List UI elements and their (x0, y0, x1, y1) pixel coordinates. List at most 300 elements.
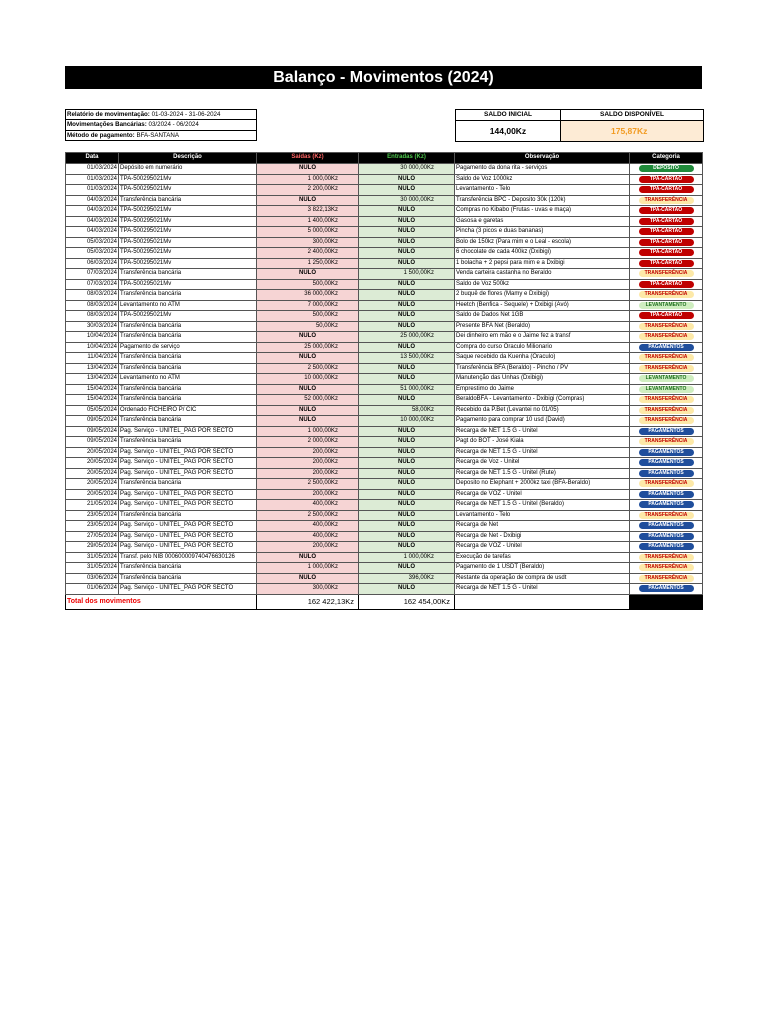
cell-inflow: NULO (359, 342, 455, 353)
cell-category (630, 206, 703, 217)
cell-date: 23/05/2024 (66, 510, 119, 521)
category-badge: TPA-CARTAO (639, 239, 694, 246)
page-title: Balanço - Movimentos (2024) (65, 66, 702, 89)
bank-movements-line (66, 120, 256, 130)
cell-date: 09/05/2024 (66, 426, 119, 437)
cell-observation: Recarga de NET 1.5 G - Unitel (Rute) (455, 468, 630, 479)
cell-inflow: NULO (359, 216, 455, 227)
cell-inflow: NULO (359, 584, 455, 595)
cell-category (630, 321, 703, 332)
cell-outflow: 300,00Kz (257, 584, 359, 595)
cell-observation: Saldo de Voz 500kz (455, 279, 630, 290)
cell-date: 01/03/2024 (66, 164, 119, 175)
total-outflows: 162 422,13Kz (257, 594, 359, 609)
cell-date: 09/05/2024 (66, 416, 119, 427)
cell-outflow: 200,00Kz (257, 542, 359, 553)
cell-date: 11/04/2024 (66, 353, 119, 364)
cell-category (630, 248, 703, 259)
cell-inflow: NULO (359, 489, 455, 500)
cell-category (630, 521, 703, 532)
table-row (66, 458, 703, 469)
table-row (66, 342, 703, 353)
cell-outflow: 3 822,13Kz (257, 206, 359, 217)
table-row (66, 174, 703, 185)
initial-balance-label: SALDO INICIAL (456, 110, 561, 120)
table-row (66, 279, 703, 290)
cell-observation: Restante da operação de compra de usdt (455, 573, 630, 584)
cell-inflow: NULO (359, 363, 455, 374)
cell-date: 27/05/2024 (66, 531, 119, 542)
cell-inflow: 1 000,00Kz (359, 552, 455, 563)
cell-category (630, 227, 703, 238)
cell-outflow: NULO (257, 552, 359, 563)
table-row (66, 542, 703, 553)
cell-observation: Emprestimo do Jaime (455, 384, 630, 395)
cell-description: Pag. Serviço - UNITEL_PAG POR SECTO (119, 542, 257, 553)
cell-observation: Recebido da P.Bet (Levantei no 01/05) (455, 405, 630, 416)
cell-observation: 1 bolacha + 2 pepsi para mim e a Dxibigi (455, 258, 630, 269)
cell-outflow: NULO (257, 573, 359, 584)
cell-outflow: 10 000,00Kz (257, 374, 359, 385)
cell-observation: Venda carteira castanha no Beraldo (455, 269, 630, 280)
cell-outflow: 200,00Kz (257, 458, 359, 469)
table-row (66, 300, 703, 311)
cell-observation: Heetch (Benfica - Sequele) + Dxibigi (Avó) (455, 300, 630, 311)
cell-description: Transferência bancária (119, 416, 257, 427)
cell-observation: Deposito no Elephant + 2000kz taxi (BFA-Beraldo) (455, 479, 630, 490)
cell-inflow: NULO (359, 374, 455, 385)
table-row (66, 206, 703, 217)
category-badge: DEPOSITO (639, 165, 694, 172)
cell-inflow: NULO (359, 479, 455, 490)
cell-category (630, 185, 703, 196)
cell-category (630, 216, 703, 227)
category-badge: PAGAMENTOS (639, 501, 694, 508)
category-badge: TRANSFERÊNCIA (639, 512, 694, 519)
cell-date: 20/05/2024 (66, 458, 119, 469)
cell-outflow: 1 000,00Kz (257, 426, 359, 437)
category-badge: TRANSFERÊNCIA (639, 291, 694, 298)
cell-category (630, 395, 703, 406)
cell-inflow: NULO (359, 279, 455, 290)
cell-outflow: 1 000,00Kz (257, 174, 359, 185)
cell-inflow: NULO (359, 458, 455, 469)
cell-category (630, 374, 703, 385)
cell-description: Transferência bancária (119, 479, 257, 490)
cell-outflow: NULO (257, 405, 359, 416)
category-badge: PAGAMENTOS (639, 543, 694, 550)
cell-inflow: 10 000,00Kz (359, 416, 455, 427)
cell-observation: Pincha (3 picos e duas bananas) (455, 227, 630, 238)
cell-outflow: 2 500,00Kz (257, 479, 359, 490)
total-inflows: 162 454,00Kz (359, 594, 455, 609)
cell-description: TPA-500295021Mv (119, 258, 257, 269)
table-row (66, 311, 703, 322)
cell-description: Transferência bancária (119, 437, 257, 448)
cell-category (630, 563, 703, 574)
table-row (66, 258, 703, 269)
table-row (66, 216, 703, 227)
total-row (66, 594, 703, 609)
cell-outflow: NULO (257, 353, 359, 364)
cell-date: 01/03/2024 (66, 185, 119, 196)
cell-inflow: NULO (359, 542, 455, 553)
category-badge: PAGAMENTOS (639, 459, 694, 466)
header-inflows: Entradas (Kz) (359, 153, 455, 164)
category-badge: PAGAMENTOS (639, 449, 694, 456)
table-row (66, 416, 703, 427)
cell-category (630, 447, 703, 458)
cell-inflow: NULO (359, 258, 455, 269)
cell-category (630, 269, 703, 280)
cell-outflow: 2 400,00Kz (257, 248, 359, 259)
cell-inflow: NULO (359, 531, 455, 542)
cell-category (630, 174, 703, 185)
cell-date: 04/03/2024 (66, 216, 119, 227)
cell-category (630, 384, 703, 395)
cell-description: Transferência bancária (119, 321, 257, 332)
category-badge: TRANSFERÊNCIA (639, 438, 694, 445)
cell-description: Levantamento no ATM (119, 300, 257, 311)
table-row (66, 510, 703, 521)
cell-category (630, 437, 703, 448)
table-row (66, 363, 703, 374)
cell-description: Pag. Serviço - UNITEL_PAG POR SECTO (119, 489, 257, 500)
category-badge: TPA-CARTAO (639, 176, 694, 183)
cell-date: 04/03/2024 (66, 195, 119, 206)
table-row (66, 468, 703, 479)
bank-movements-value: 03/2024 - 06/2024 (148, 121, 199, 129)
cell-category (630, 311, 703, 322)
cell-inflow: 30 000,00Kz (359, 164, 455, 175)
cell-outflow: 52 000,00Kz (257, 395, 359, 406)
cell-date: 10/04/2024 (66, 332, 119, 343)
cell-outflow: 500,00Kz (257, 311, 359, 322)
cell-observation: Saldo de Dados Net 1GB (455, 311, 630, 322)
cell-observation: Transferência BPC - Deposito 30k (120k) (455, 195, 630, 206)
category-badge: TRANSFERÊNCIA (639, 270, 694, 277)
cell-description: Transferência bancária (119, 353, 257, 364)
cell-date: 13/04/2024 (66, 363, 119, 374)
cell-date: 20/05/2024 (66, 447, 119, 458)
cell-inflow: NULO (359, 290, 455, 301)
cell-inflow: NULO (359, 510, 455, 521)
table-row (66, 269, 703, 280)
category-badge: LEVANTAMENTO (639, 302, 694, 309)
category-badge: LEVANTAMENTO (639, 386, 694, 393)
table-row (66, 500, 703, 511)
cell-inflow: 25 000,00Kz (359, 332, 455, 343)
category-badge: TRANSFERÊNCIA (639, 333, 694, 340)
category-badge: PAGAMENTOS (639, 533, 694, 540)
category-badge: TRANSFERÊNCIA (639, 417, 694, 424)
table-row (66, 237, 703, 248)
category-badge: TRANSFERÊNCIA (639, 564, 694, 571)
cell-description: Pag. Serviço - UNITEL_PAG POR SECTO (119, 468, 257, 479)
table-row (66, 290, 703, 301)
cell-outflow: 25 000,00Kz (257, 342, 359, 353)
cell-description: Pag. Serviço - UNITEL_PAG POR SECTO (119, 426, 257, 437)
category-badge: PAGAMENTOS (639, 491, 694, 498)
cell-inflow: NULO (359, 395, 455, 406)
report-period-value: 01-03-2024 - 31-06-2024 (151, 111, 221, 118)
cell-description: Transferência bancária (119, 573, 257, 584)
table-row (66, 185, 703, 196)
cell-inflow: 58,00Kz (359, 405, 455, 416)
cell-date: 03/06/2024 (66, 573, 119, 584)
cell-date: 13/04/2024 (66, 374, 119, 385)
cell-outflow: 500,00Kz (257, 279, 359, 290)
cell-outflow: NULO (257, 164, 359, 175)
category-badge: TPA-CARTAO (639, 218, 694, 225)
header-outflows: Saídas (Kz) (257, 153, 359, 164)
cell-category (630, 332, 703, 343)
cell-category (630, 416, 703, 427)
cell-inflow: 51 000,00Kz (359, 384, 455, 395)
cell-observation: Presente BFA Net (Beraldo) (455, 321, 630, 332)
table-row (66, 531, 703, 542)
table-row (66, 437, 703, 448)
table-body (66, 164, 703, 595)
cell-description: TPA-500295021Mv (119, 311, 257, 322)
cell-outflow: 400,00Kz (257, 500, 359, 511)
cell-observation: Manutenção das Unhas (Dxibigi) (455, 374, 630, 385)
cell-category (630, 458, 703, 469)
cell-observation: Execução de tarefas (455, 552, 630, 563)
cell-outflow: 50,00Kz (257, 321, 359, 332)
cell-outflow: 400,00Kz (257, 531, 359, 542)
cell-description: Ordenado FICHEIRO P/ CIC (119, 405, 257, 416)
table-row (66, 479, 703, 490)
cell-category (630, 479, 703, 490)
cell-description: Pag. Serviço - UNITEL_PAG POR SECTO (119, 584, 257, 595)
cell-category (630, 290, 703, 301)
cell-description: Transferência bancária (119, 510, 257, 521)
available-balance-value: 175,87Kz (561, 121, 703, 141)
cell-observation: Transferência BFA (Beraldo) - Pincho / PV (455, 363, 630, 374)
category-badge: PAGAMENTOS (639, 428, 694, 435)
category-badge: TPA-CARTAO (639, 186, 694, 193)
cell-category (630, 300, 703, 311)
cell-description: Pagamento de serviço (119, 342, 257, 353)
cell-description: TPA-500295021Mv (119, 174, 257, 185)
cell-observation: Pagamento de 1 USDT (Beraldo) (455, 563, 630, 574)
cell-inflow: 396,00Kz (359, 573, 455, 584)
cell-date: 23/05/2024 (66, 521, 119, 532)
cell-observation: Recarga de VOZ - Unitel (455, 542, 630, 553)
cell-outflow: 7 000,00Kz (257, 300, 359, 311)
report-period-label: Relatório de movimentação: (67, 111, 150, 118)
cell-observation: Compra do curso Oraculo Milionario (455, 342, 630, 353)
cell-observation: Gasosa e garetas (455, 216, 630, 227)
cell-date: 08/03/2024 (66, 290, 119, 301)
category-badge: TRANSFERÊNCIA (639, 554, 694, 561)
cell-date: 31/05/2024 (66, 552, 119, 563)
cell-inflow: NULO (359, 500, 455, 511)
table-row (66, 321, 703, 332)
cell-date: 21/05/2024 (66, 500, 119, 511)
cell-description: TPA-500295021Mv (119, 206, 257, 217)
table-row (66, 552, 703, 563)
cell-observation: Compras no Kibabo (Frutas - uvas e maça) (455, 206, 630, 217)
header-category: Categoria (630, 153, 703, 164)
cell-outflow: 1 000,00Kz (257, 563, 359, 574)
cell-description: Transferência bancária (119, 195, 257, 206)
category-badge: TRANSFERÊNCIA (639, 396, 694, 403)
category-badge: TRANSFERÊNCIA (639, 365, 694, 372)
total-label: Total dos movimentos (66, 594, 257, 609)
cell-category (630, 489, 703, 500)
category-badge: PAGAMENTOS (639, 470, 694, 477)
header-date: Data (66, 153, 119, 164)
cell-description: Pag. Serviço - UNITEL_PAG POR SECTO (119, 500, 257, 511)
cell-observation: BeraldoBFA - Levantamento - Dxibigi (Compras) (455, 395, 630, 406)
table-row (66, 248, 703, 259)
cell-category (630, 195, 703, 206)
cell-outflow: 200,00Kz (257, 468, 359, 479)
category-badge: PAGAMENTOS (639, 585, 694, 592)
cell-inflow: 13 500,00Kz (359, 353, 455, 364)
table-row (66, 405, 703, 416)
category-badge: LEVANTAMENTO (639, 375, 694, 382)
table-row (66, 563, 703, 574)
cell-description: Pag. Serviço - UNITEL_PAG POR SECTO (119, 521, 257, 532)
cell-outflow: 2 500,00Kz (257, 510, 359, 521)
cell-inflow: NULO (359, 321, 455, 332)
cell-inflow: NULO (359, 563, 455, 574)
cell-description: Transferência bancária (119, 269, 257, 280)
cell-date: 05/05/2024 (66, 405, 119, 416)
cell-observation: Levantamento - Telo (455, 510, 630, 521)
cell-outflow: 200,00Kz (257, 489, 359, 500)
cell-inflow: NULO (359, 248, 455, 259)
cell-date: 20/05/2024 (66, 489, 119, 500)
cell-date: 01/03/2024 (66, 174, 119, 185)
cell-observation: Saque recebido da Kuenha (Oraculo) (455, 353, 630, 364)
cell-inflow: 30 000,00Kz (359, 195, 455, 206)
cell-inflow: NULO (359, 206, 455, 217)
cell-inflow: NULO (359, 300, 455, 311)
cell-description: Transferência bancária (119, 395, 257, 406)
initial-balance-value: 144,00Kz (456, 121, 561, 141)
table-row (66, 521, 703, 532)
cell-category (630, 584, 703, 595)
cell-date: 04/03/2024 (66, 206, 119, 217)
cell-observation: Saldo de Voz 1000kz (455, 174, 630, 185)
cell-description: TPA-500295021Mv (119, 227, 257, 238)
cell-outflow: 36 000,00Kz (257, 290, 359, 301)
cell-date: 09/05/2024 (66, 437, 119, 448)
cell-inflow: NULO (359, 237, 455, 248)
cell-inflow: NULO (359, 227, 455, 238)
cell-description: TPA-500295021Mv (119, 279, 257, 290)
cell-date: 04/03/2024 (66, 227, 119, 238)
category-badge: TRANSFERÊNCIA (639, 323, 694, 330)
cell-inflow: NULO (359, 468, 455, 479)
cell-description: TPA-500295021Mv (119, 216, 257, 227)
cell-observation: 2 buquê de flores (Mamy e Dxibigi) (455, 290, 630, 301)
cell-category (630, 405, 703, 416)
cell-description: Pag. Serviço - UNITEL_PAG POR SECTO (119, 447, 257, 458)
cell-observation: Dei dinheiro em mão e o Jaime fez a transf (455, 332, 630, 343)
cell-outflow: 1 400,00Kz (257, 216, 359, 227)
category-badge: TPA-CARTAO (639, 312, 694, 319)
cell-category (630, 237, 703, 248)
cell-description: Pag. Serviço - UNITEL_PAG POR SECTO (119, 531, 257, 542)
cell-description: Transferência bancária (119, 290, 257, 301)
cell-inflow: NULO (359, 521, 455, 532)
cell-inflow: NULO (359, 174, 455, 185)
cell-inflow: NULO (359, 185, 455, 196)
cell-category (630, 164, 703, 175)
category-badge: TRANSFERÊNCIA (639, 197, 694, 204)
cell-description: Transferência bancária (119, 363, 257, 374)
cell-category (630, 353, 703, 364)
cell-category (630, 573, 703, 584)
cell-date: 10/04/2024 (66, 342, 119, 353)
cell-date: 31/05/2024 (66, 563, 119, 574)
cell-observation: Levantamento - Telo (455, 185, 630, 196)
table-row (66, 426, 703, 437)
category-badge: TPA-CARTAO (639, 260, 694, 267)
category-badge: PAGAMENTOS (639, 522, 694, 529)
table-row (66, 384, 703, 395)
category-badge: TRANSFERÊNCIA (639, 480, 694, 487)
cell-description: TPA-500295021Mv (119, 248, 257, 259)
cell-observation: Pagamento da dona rita - serviços (455, 164, 630, 175)
cell-category (630, 510, 703, 521)
cell-date: 01/06/2024 (66, 584, 119, 595)
table-row (66, 573, 703, 584)
header-description: Descrição (119, 153, 257, 164)
table-row (66, 489, 703, 500)
cell-outflow: 2 200,00Kz (257, 185, 359, 196)
cell-outflow: 1 250,00Kz (257, 258, 359, 269)
cell-outflow: 2 500,00Kz (257, 363, 359, 374)
cell-category (630, 258, 703, 269)
cell-observation: Recarga de Net - Dxibigi (455, 531, 630, 542)
balance-box (455, 109, 704, 142)
table-row (66, 395, 703, 406)
cell-description: Transferência bancária (119, 563, 257, 574)
cell-date: 20/05/2024 (66, 468, 119, 479)
cell-date: 30/03/2024 (66, 321, 119, 332)
cell-category (630, 468, 703, 479)
category-badge: TRANSFERÊNCIA (639, 354, 694, 361)
cell-description: TPA-500295021Mv (119, 185, 257, 196)
cell-observation: Pagt do BOT - José Kiala (455, 437, 630, 448)
cell-date: 08/03/2024 (66, 300, 119, 311)
cell-date: 07/03/2024 (66, 279, 119, 290)
cell-category (630, 279, 703, 290)
cell-description: Levantamento no ATM (119, 374, 257, 385)
cell-date: 07/03/2024 (66, 269, 119, 280)
category-badge: TPA-CARTAO (639, 281, 694, 288)
category-badge: PAGAMENTOS (639, 344, 694, 351)
cell-observation: Recarga de NET 1.5 G - Unitel (Beraldo) (455, 500, 630, 511)
cell-observation: Recarga de Voz - Unitel (455, 458, 630, 469)
cell-date: 29/05/2024 (66, 542, 119, 553)
report-period-line (66, 110, 256, 120)
cell-date: 08/03/2024 (66, 311, 119, 322)
cell-category (630, 500, 703, 511)
cell-category (630, 542, 703, 553)
payment-method-label: Método de pagamento: (67, 131, 135, 139)
cell-date: 05/03/2024 (66, 248, 119, 259)
cell-description: Transferência bancária (119, 332, 257, 343)
movements-table (65, 152, 703, 610)
cell-outflow: 400,00Kz (257, 521, 359, 532)
